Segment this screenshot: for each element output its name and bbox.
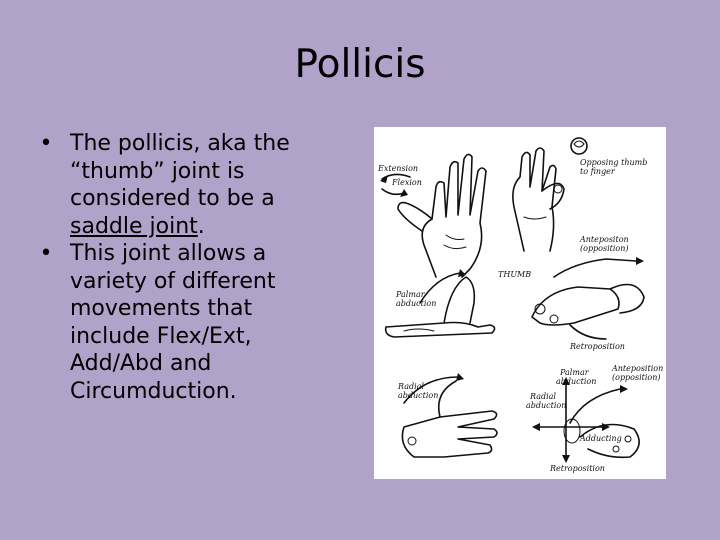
label-antepos-1: Antepositon (580, 235, 629, 244)
label-antepos-2: (opposition) (580, 244, 629, 253)
bullet-item-2 (36, 240, 326, 405)
slide-title: Pollicis (294, 42, 426, 87)
bullet-1-end: . (197, 213, 205, 239)
label-antepos-b2: (opposition) (612, 373, 661, 382)
label-palmar-abd-1: Palmar (396, 290, 425, 299)
hand-opposing-drawing (513, 148, 564, 251)
label-retroposition-1: Retroposition (570, 342, 625, 351)
label-palmar-abd-b1: Palmar (560, 368, 589, 377)
bullet-2-text: This joint allows a variety of different movements that include Flex/Ext, Add/Abd and Circumduction. (70, 241, 276, 404)
label-flexion: Flexion (392, 178, 422, 187)
bullet-item-1 (36, 130, 326, 240)
label-retroposition-2: Retroposition (550, 464, 605, 473)
hand-circumduction-drawing (532, 377, 639, 463)
label-antepos-b1: Anteposition (612, 364, 664, 373)
bullet-dot: • (39, 241, 53, 266)
thumb-movements-illustration (374, 127, 666, 479)
label-extension: Extension (378, 164, 419, 173)
label-opposing-2: to finger (580, 167, 615, 176)
label-radial-abd-b2: abduction (526, 401, 567, 410)
label-adducting: Adducting (580, 434, 622, 443)
label-radial-abd-1: Radial (398, 382, 424, 391)
label-palmar-abd-b2: abduction (556, 377, 597, 386)
saddle-joint-link[interactable]: saddle joint (70, 213, 198, 239)
assh-logo-icon (571, 138, 587, 154)
bullet-list (36, 130, 326, 405)
bullet-1-text: The pollicis, aka the “thumb” joint is considered to be a (70, 131, 290, 211)
label-radial-abd-2: abduction (398, 391, 439, 400)
bullet-dot: • (39, 131, 53, 156)
label-radial-abd-b1: Radial (530, 392, 556, 401)
thumb-movements-figure (374, 127, 666, 479)
label-palmar-abd-2: abduction (396, 299, 437, 308)
label-opposing-1: Opposing thumb (580, 158, 648, 167)
hand-anteposition-drawing (532, 257, 644, 339)
label-thumb: THUMB (498, 270, 532, 279)
